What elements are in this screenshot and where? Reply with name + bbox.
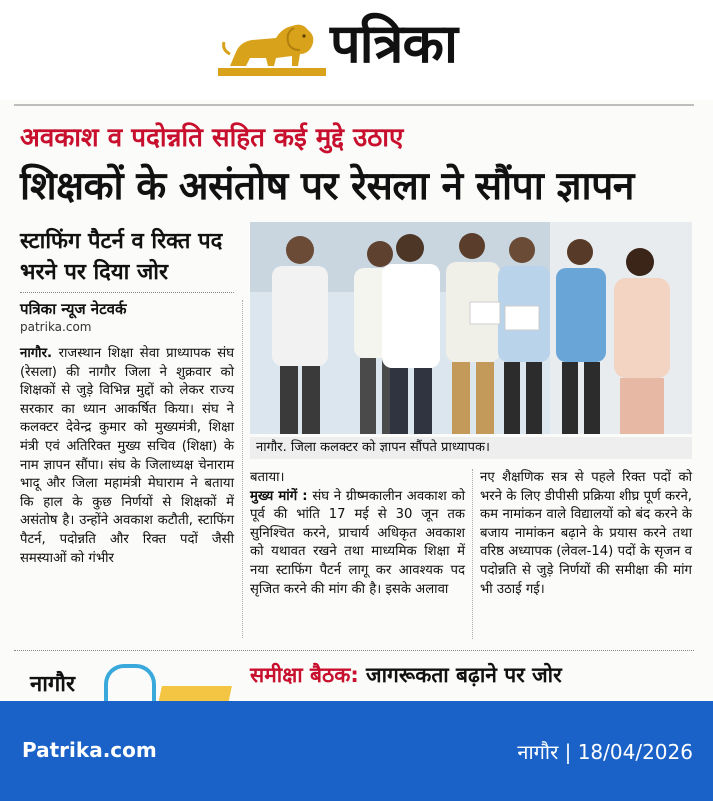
teaser-heading: नागौर (30, 672, 75, 697)
body-text: राजस्थान शिक्षा सेवा प्राध्यापक संघ (रेसला) की नागौर जिला ने शुक्रवार को शिक्षकों से जुड़े विभिन्न मुद्दों को लेकर राज्य सरकार का ध्यान आकर्षित किया। संघ ने कलक्टर देवेन्द्र कुमार को मुख्यमंत्री, शिक्षा मंत्री एवं अतिरिक्त मुख्य सचिव (शिक्षा) के नाम ज्ञापन सौंपा। संघ के जिलाध्यक्ष चेनाराम भादू और जिला महामंत्री मेघाराम ने बताया कि हाल के कुछ निर्णयों से शिक्षकों में असंतोष है। उन्होंने अवकाश कटौती, स्टाफिंग पैटर्न, पदोन्नति और रिक्त पदों जैसी समस्याओं को गंभीर (20, 346, 234, 566)
subheading-demands: मुख्य मांगें : (250, 488, 308, 504)
article-kicker: अवकाश व पदोन्नति सहित कई मुद्दे उठाए (20, 123, 404, 153)
footer-bar (0, 701, 713, 801)
article-column-3 (480, 469, 692, 599)
photo-caption: नागौर. जिला कलक्टर को ज्ञापन सौंपते प्राध्यापक। (250, 437, 692, 459)
column-divider (242, 300, 243, 638)
dateline: नागौर. (20, 346, 52, 361)
article-headline: शिक्षकों के असंतोष पर रेसला ने सौंपा ज्ञापन (20, 164, 634, 209)
divider (14, 650, 694, 651)
body-text: नए शैक्षणिक सत्र से पहले रिक्त पदों को भरने के लिए डीपीसी प्रक्रिया शीघ्र पूर्ण करने, कम नामांकन वाले विद्यालयों को बंद करने के बजाय नामांकन बढ़ाने के प्रयास करने तथा वरिष्ठ अध्यापक (लेवल-14) पदों के सृजन व पदोन्नति से जुड़े निर्णयों की समीक्षा की मांग भी उठाई गई। (480, 470, 692, 597)
teaser-graphic-icon (104, 664, 156, 704)
article-column-1 (20, 345, 234, 568)
footer-brand-link[interactable]: Patrika.com (22, 738, 157, 762)
masthead-divider (14, 104, 694, 106)
divider (20, 292, 234, 293)
footer-location-date: नागौर | 18/04/2026 (517, 740, 693, 764)
byline: पत्रिका न्यूज नेटवर्क (20, 300, 127, 318)
byline-url: patrika.com (20, 320, 92, 334)
lion-logo-icon (216, 14, 328, 78)
review-label: समीक्षा बैठक: (250, 663, 359, 687)
review-text: जागरूकता बढ़ाने पर जोर (366, 663, 562, 687)
article-column-2 (250, 469, 465, 599)
logo-wordmark: पत्रिका (330, 12, 457, 75)
column-divider (472, 469, 473, 639)
article-subhead: स्टाफिंग पैटर्न व रिक्त पद भरने पर दिया जोर (20, 229, 223, 285)
review-headline (250, 660, 562, 690)
body-text: संघ ने ग्रीष्मकालीन अवकाश को पूर्व की भांति 17 मई से 30 जून तक सुनिश्चित करने, प्राचार्य अधिकृत अवकाश को यथावत रखने तथा माध्यमिक शिक्षा में नया स्टाफिंग पैटर्न लागू कर आवश्यक पद सृजित करने की मांग की है। इसके अलावा (250, 488, 465, 597)
news-photo (250, 222, 692, 434)
masthead (0, 0, 713, 100)
body-text: बताया। (250, 470, 285, 485)
